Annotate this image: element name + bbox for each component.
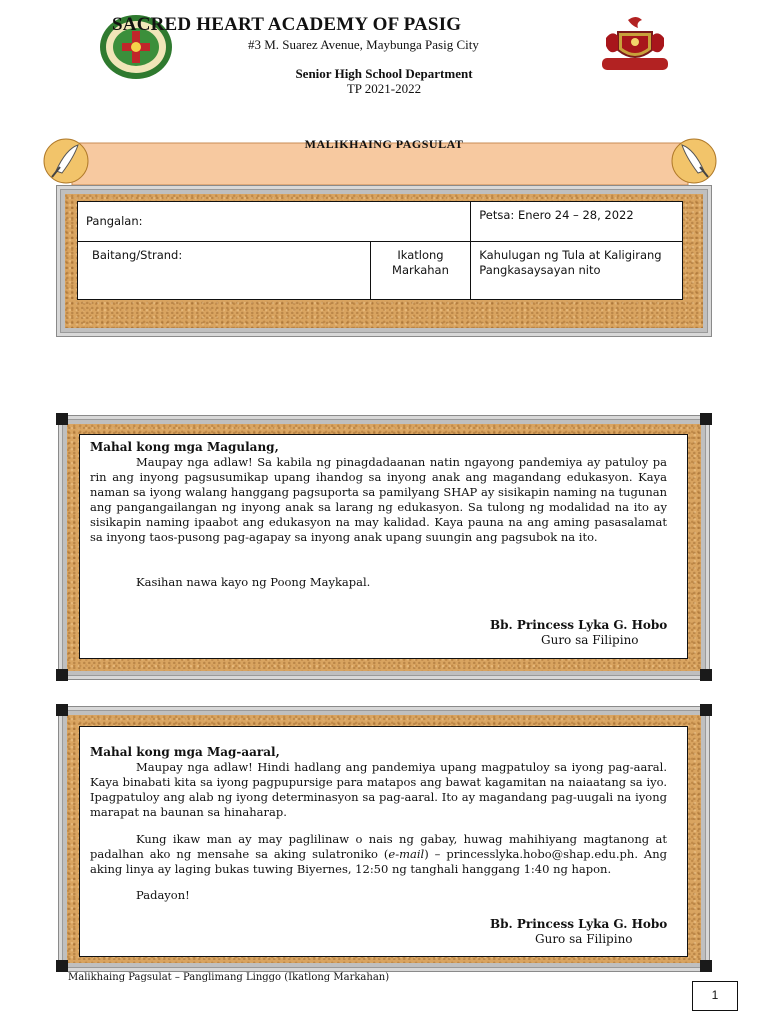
signer-name: Bb. Princess Lyka G. Hobo xyxy=(490,917,668,931)
letter-salutation: Mahal kong mga Magulang, xyxy=(90,440,279,454)
letter-paragraph-contact xyxy=(90,832,667,877)
quarter-cell xyxy=(370,242,471,300)
letter-students xyxy=(79,726,688,957)
topic-label: Kahulugan ng Tula at Kaligirang Pangkasaysayan nito xyxy=(479,248,662,277)
frame-corner xyxy=(700,669,712,681)
grade-cell[interactable] xyxy=(78,242,371,300)
signer-name: Bb. Princess Lyka G. Hobo xyxy=(490,618,668,632)
frame-corner xyxy=(56,704,68,716)
school-year: TP 2021-2022 xyxy=(346,81,422,96)
date-cell xyxy=(471,202,683,242)
contact-text-after: ) – princesslyka.hobo@shap.edu.ph. Ang aking linya ay laging bukas tuwing Biyernes, 12:50 ng tanghali hanggang 1:40 ng hapon. xyxy=(90,847,667,876)
quarter-label: Ikatlong Markahan xyxy=(392,248,449,277)
department-title: Senior High School Department xyxy=(295,66,473,81)
letter-salutation: Mahal kong mga Mag-aaral, xyxy=(90,745,280,759)
date-label: Petsa: Enero 24 – 28, 2022 xyxy=(479,208,634,222)
signer-role: Guro sa Filipino xyxy=(541,633,639,647)
footer-text: Malikhaing Pagsulat – Panglimang Linggo (Ikatlong Markahan) xyxy=(68,972,390,983)
info-table xyxy=(77,201,683,300)
letter-paragraph: Maupay nga adlaw! Sa kabila ng pinagdadaanan natin ngayong pandemiya ay patuloy pa rin ang inyong pagsusumikap upang ihandog sa inyong anak ang magandang edukasyon. Kaya naman sa iyong walang hanggang pagsuporta sa pamilyang SHAP ay sisikapin naming na tugunan ang pangangailangan ng inyong anak sa larang ng edukasyon. Sa tulong ng modalidad na ito ay sisikapin naming ipaabot ang edukasyon na may kalidad. Kaya pauna na ang aming pasasalamat sa inyong taos-pusong pag-agapay sa inyong anak upang suungin ang pagsubok na ito. xyxy=(90,455,667,544)
signer-role: Guro sa Filipino xyxy=(535,932,633,946)
frame-corner xyxy=(56,413,68,425)
name-cell[interactable] xyxy=(78,202,471,242)
page-number: 1 xyxy=(692,981,738,1011)
topic-cell xyxy=(471,242,683,300)
frame-corner xyxy=(700,960,712,972)
contact-text-before: Kung ikaw man ay may paglilinaw o nais ng gabay, huwag mahihiyang magtanong at padalhan ako ng mensahe sa aking sulatroniko ( xyxy=(90,832,667,861)
frame-corner xyxy=(56,669,68,681)
letter-parents xyxy=(79,434,688,659)
frame-corner xyxy=(700,413,712,425)
email-term: e-mail xyxy=(388,847,425,861)
banner-title: MALIKHAING PAGSULAT xyxy=(304,137,464,151)
frame-corner xyxy=(700,704,712,716)
frame-corner xyxy=(56,960,68,972)
letter-closing: Padayon! xyxy=(136,888,190,902)
letter-closing: Kasihan nawa kayo ng Poong Maykapal. xyxy=(136,575,371,589)
school-name: SACRED HEART ACADEMY OF PASIG xyxy=(112,14,462,35)
grade-label: Baitang/Strand: xyxy=(92,248,183,262)
letter-paragraph: Maupay nga adlaw! Hindi hadlang ang pandemiya upang magpatuloy sa iyong pag-aaral. Kaya binabati kita sa iyong pagpupursige para matapos ang bawat kagamitan na naiaatang sa iyo. Ipagpatuloy ang alab ng iyong determinasyon sa pag-aaral. Ito ay magandang pag-uugali na iyong marapat na baunan sa hinaharap. xyxy=(90,760,667,819)
school-address: #3 M. Suarez Avenue, Maybunga Pasig City xyxy=(248,37,479,52)
name-label: Pangalan: xyxy=(86,214,143,228)
